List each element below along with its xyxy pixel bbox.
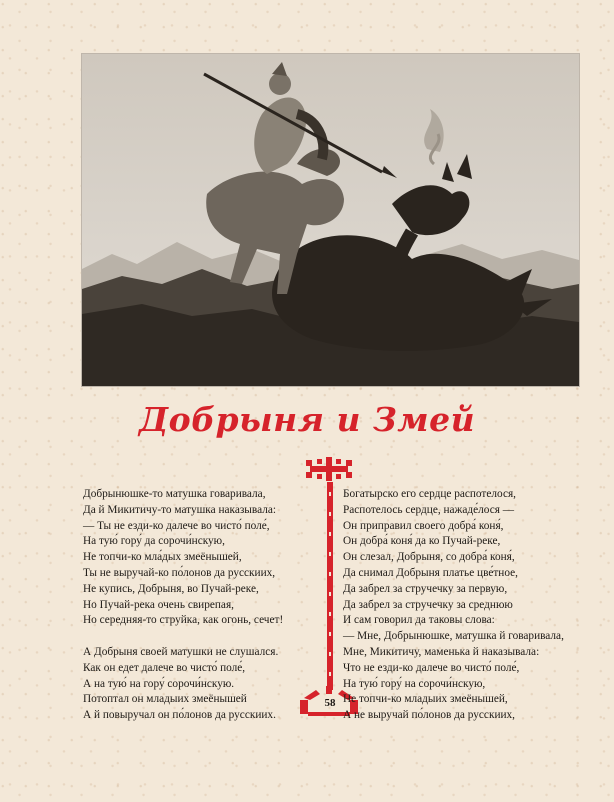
illustration-drawing — [82, 54, 579, 386]
stanza — [83, 645, 315, 724]
verse-line: И сам говорил да таковы слова: — [343, 614, 495, 627]
verse-line: Мне, Микитичу, маменька й наказывала: — [343, 645, 540, 658]
verse-line: Добрынюшке-то матушка говаривала, — [83, 488, 266, 500]
verse-line: Да забрел за стручечку за среднюю — [343, 598, 513, 611]
poem-right-column — [343, 487, 581, 724]
verse-line: Да забрел за стручечку за первую, — [343, 582, 508, 595]
verse-line: Не топчи-ко мла́дых змеёнышей, — [83, 551, 242, 564]
verse-line: Не купись, Добрыня, во Пучай-реке, — [83, 582, 259, 595]
verse-line: Как он едет далече во чисто́ поле́, — [83, 661, 246, 674]
verse-line: На тую́ гору́ да сорочи́нскую, — [83, 535, 225, 548]
poem-left-column — [83, 487, 315, 724]
folk-ornament-top-icon — [304, 455, 354, 483]
verse-line: А на тую́ на гору́ сорочи́нскую. — [83, 677, 235, 690]
verse-line: Что не езди-ко далече во чисто́ поле́, — [343, 661, 520, 674]
column-divider — [326, 482, 334, 690]
verse-line: А не выручай по́лонов да русскиих, — [343, 709, 516, 722]
verse-line: Не топчи-ко младыих змеёнышей, — [343, 693, 508, 706]
page-number: 58 — [324, 697, 336, 709]
verse-line: Да снимал Добрыня платье цве́тное, — [343, 566, 518, 579]
verse-line: — Мне, Добрынюшке, матушка й говаривала, — [343, 630, 564, 643]
verse-line: На тую́ гору́ на сорочи́нскую, — [343, 677, 486, 690]
verse-line: — Ты не езди-ко далече во чисто́ поле́, — [83, 519, 270, 532]
verse-line: Он слезал, Добрыня, со добра́ коня́, — [343, 551, 515, 564]
verse-line: Ты не выручай-ко по́лонов да русскиих, — [83, 566, 276, 579]
verse-line: Потоптал он младыих змеёнышей — [83, 693, 247, 706]
verse-line: А Добрыня своей матушки не слушался. — [83, 645, 279, 658]
verse-line: Он добра́ коня́ да ко Пучай-реке, — [343, 535, 501, 548]
stanza — [343, 487, 581, 724]
verse-line: Но Пучай-река очень свирепая, — [83, 598, 234, 611]
verse-line: Распотелось сердце, нажаде́лося — — [343, 503, 515, 516]
verse-line: Но середняя-то струйка, как огонь, сечет! — [83, 614, 284, 627]
verse-line: А й повыручал он по́лонов да русскиих. — [83, 709, 276, 722]
dobrynya-dragon-illustration — [81, 53, 580, 387]
poem-title: Добрыня и Змей — [138, 400, 476, 439]
stanza — [83, 487, 315, 629]
verse-line: Да й Микитичу-то матушка наказывала: — [83, 503, 276, 516]
verse-line: Богатырско его сердце распотелося, — [343, 488, 516, 500]
verse-line: Он приправил своего добра́ коня́, — [343, 519, 504, 532]
